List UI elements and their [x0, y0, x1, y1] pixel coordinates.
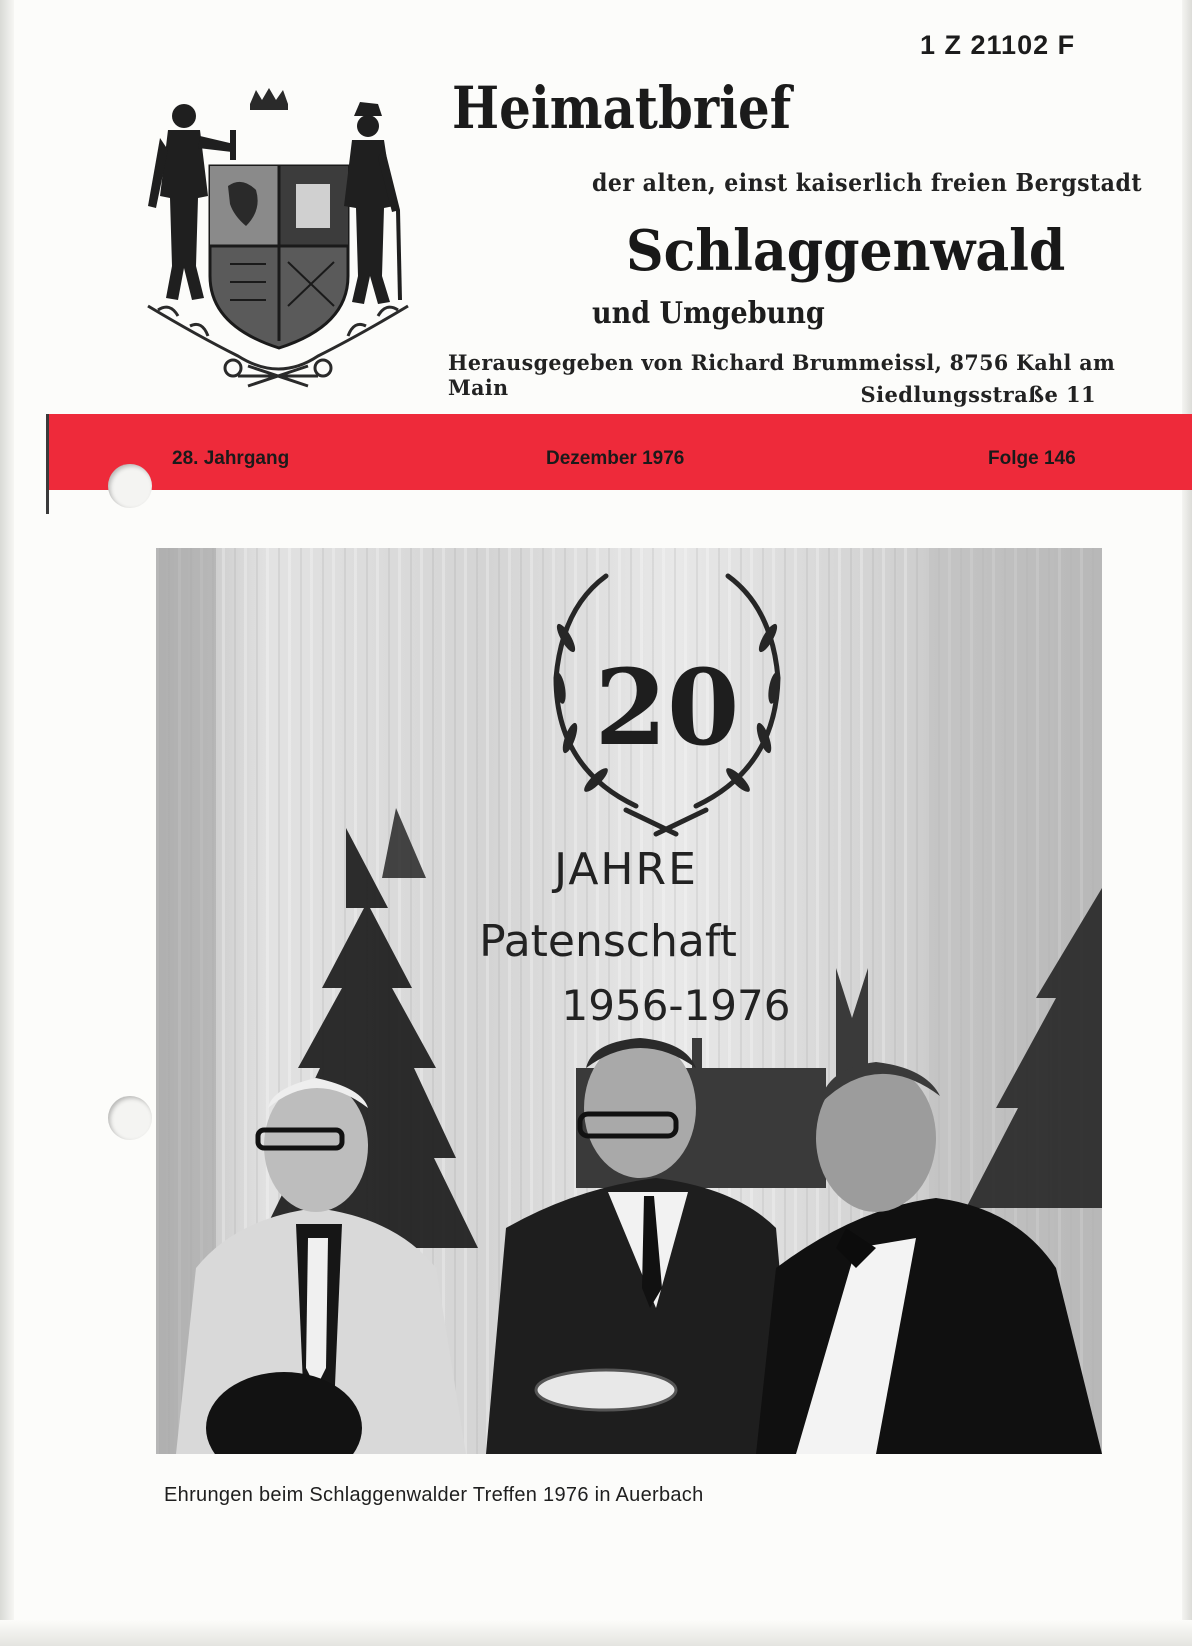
- publisher-address: Siedlungsstraße 11: [860, 382, 1096, 407]
- banner-years: JAHRE: [554, 844, 698, 895]
- cover-photo: [156, 548, 1102, 1454]
- banner-number: 20: [594, 646, 740, 769]
- region-name: und Umgebung: [592, 296, 825, 331]
- coat-of-arms-icon: [138, 86, 418, 396]
- punch-hole: [108, 1096, 152, 1140]
- photo-caption: Ehrungen beim Schlaggenwalder Treffen 1976 in Auerbach: [164, 1484, 704, 1506]
- banner-years-range: 1956-1976: [561, 981, 791, 1030]
- town-name: Schlaggenwald: [626, 218, 1066, 284]
- page-edge-shadow-bottom: [0, 1620, 1192, 1646]
- volume-label: 28. Jahrgang: [172, 448, 290, 469]
- punch-hole: [108, 464, 152, 508]
- page-edge-shadow: [0, 0, 14, 1646]
- page-edge-shadow-right: [1182, 0, 1192, 1646]
- registration-number: 1 Z 21102 F: [920, 30, 1076, 60]
- magazine-title: Heimatbrief: [452, 74, 792, 142]
- issue-date: Dezember 1976: [546, 448, 685, 469]
- banner-sponsorship: Patenschaft: [479, 916, 737, 967]
- issue-number: Folge 146: [988, 448, 1076, 469]
- publisher-line: Herausgegeben von Richard Brummeissl, 8756 Kahl am Main: [448, 350, 1116, 400]
- binding-edge: [46, 414, 49, 514]
- cover-photo-image: [156, 548, 1102, 1454]
- magazine-subtitle: der alten, einst kaiserlich freien Bergstadt: [592, 168, 1143, 197]
